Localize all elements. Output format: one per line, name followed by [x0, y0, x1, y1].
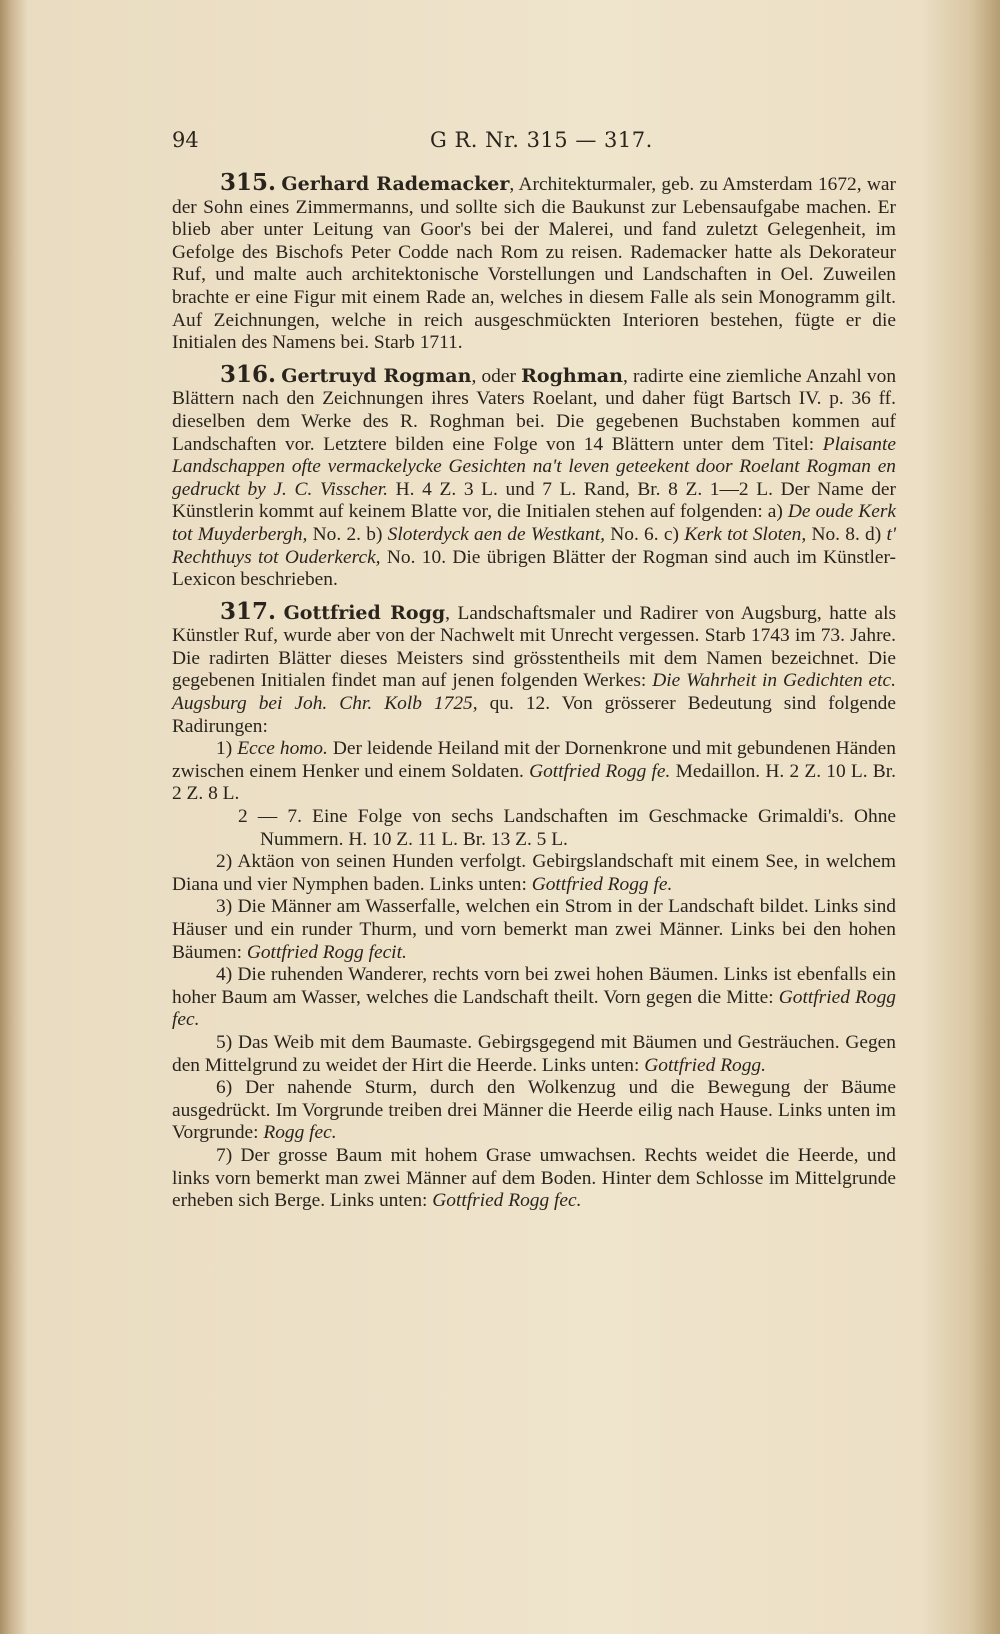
artist-name: Gertruyd Rogman [281, 364, 472, 387]
entry-text: No. 2. b) [307, 523, 388, 545]
entry-text: H. 4 Z. 3 L. und 7 L. Rand, Br. 8 Z. 1—2 L. Der Name der Künstlerin kommt auf keinem Blatte vor, die Initialen stehen auf folgenden: a) [172, 478, 896, 523]
entry-text: qu. 12. Von grösserer Bedeutung sind folgende Radirungen: [172, 693, 896, 737]
list-item: 1) Ecce homo. Der leidende Heiland mit der Dornenkrone und mit gebundenen Händen zwischen einem Henker und einem Soldaten. Gottfried Rogg fe. Medaillon. H. 2 Z. 10 L. Br. 2 Z. 8 L. [172, 738, 896, 805]
list-item: 5) Das Weib mit dem Baumaste. Gebirgsgegend mit Bäumen und Gesträuchen. Gegen den Mittelgrund zu weidet der Hirt die Heerde. Links unten: Gottfried Rogg. [172, 1031, 896, 1076]
series-title: Plaisante Landschappen ofte vermackelycke Gesichten na't leven geteekent door Roelant Rogman en gedruckt by J. C. Visscher. [172, 433, 896, 500]
list-item: 7) Der grosse Baum mit hohem Grase umwachsen. Rechts weidet die Heerde, und links vorn bemerkt man zwei Männer auf dem Boden. Hinter dem Schlosse im Mittelgrunde erheben sich Berge. Links unten: Gottfried Rogg fec. [172, 1144, 896, 1212]
plate-title: Kerk tot Sloten, [684, 523, 807, 545]
entry-text: No. 8. d) [806, 523, 887, 545]
entry-text: , radirte eine ziemliche Anzahl von Blättern nach den Zeichnungen ihres Vaters Roelant, und daher fügt Bartsch IV. p. 36 ff. dieselben dem Werke des R. Roghman bei. Die gegebenen Buchstaben kommen auf Landschaften vor. Letztere bilden eine Folge von 14 Blättern unter dem Titel: [172, 365, 897, 455]
entry-number: 317. [220, 597, 277, 625]
plate-title: Sloterdyck aen de Westkant, [387, 523, 605, 545]
entry-number: 316. [220, 360, 277, 388]
plate-title: t' Rechthuys tot Ouderkerck, [172, 523, 896, 568]
list-item: 2 — 7. Eine Folge von sechs Landschaften im Geschmacke Grimaldi's. Ohne Nummern. H. 10 Z. 11 L. Br. 13 Z. 5 L. [238, 806, 897, 850]
list-item: 6) Der nahende Sturm, durch den Wolkenzug und die Bewegung der Bäume ausgedrückt. Im Vorgrunde treiben drei Männer die Heerde eilig nach Hause. Links unten im Vorgrunde: Rogg fec. [172, 1077, 896, 1144]
entry-text: No. 6. c) [605, 523, 685, 545]
entry-317 [172, 597, 897, 1213]
list-item: 3) Die Männer am Wasserfalle, welchen ein Strom in der Landschaft bildet. Links sind Häuser und ein runder Thurm, und vorn bemerkt man zwei Männer. Links bei den hohen Bäumen: Gottfried Rogg fecit. [172, 896, 896, 963]
entry-text: , Architekturmaler, geb. zu Amsterdam 1672, war der Sohn eines Zimmermanns, und sollte sich die Baukunst zur Lebensaufgabe machen. Er blieb aber unter Leitung van Goor's bei der Malerei, und fand zuletzt Gelegenheit, im Gefolge des Bischofs Peter Codde nach Rom zu reisen. Rademacker hatte als Dekorateur Ruf, und malte auch architektonische Vorstellungen und Landschaften in Oel. Zuweilen brachte er eine Figur mit einem Rade an, welches in diesem Falle als sein Monogramm gilt. Auf Zeichnungen, welche in reich ausgeschmückten Interioren bestehen, fügte er die Initialen des Namens bei. Starb 1711. [172, 174, 896, 354]
page-header [172, 128, 902, 158]
entry-number: 315. [220, 169, 277, 196]
entry-315 [172, 169, 896, 355]
entry-316 [172, 360, 897, 592]
artist-name: Gerhard Rademacker [281, 173, 510, 195]
artist-name: Gottfried Rogg [283, 601, 446, 624]
running-title: G R. Nr. 315 — 317. [430, 128, 653, 152]
page-number: 94 [172, 128, 199, 152]
artist-name-alt: Roghman [521, 364, 623, 387]
work-title: Die Wahrheit in Gedichten etc. Augsburg bei Joh. Chr. Kolb 1725, [172, 670, 896, 715]
list-item: 4) Die ruhenden Wanderer, rechts vorn bei zwei hohen Bäumen. Links ist ebenfalls ein hoher Baum am Wasser, welches die Landschaft theilt. Vorn gegen die Mitte: Gottfried Rogg fec. [172, 964, 896, 1031]
name-connector: , oder [471, 365, 522, 387]
entry-text: , Landschaftsmaler und Radirer von Augsburg, hatte als Künstler Ruf, wurde aber von der Nachwelt mit Unrecht vergessen. Starb 1743 im 73. Jahre. Die radirten Blätter dieses Meisters sind grösstentheils mit dem Namen bezeichnet. Die gegebenen Initialen findet man auf jenen folgenden Werkes: [172, 602, 896, 692]
plate-title: De oude Kerk tot Muyderbergh, [172, 501, 896, 545]
list-item: 2) Aktäon von seinen Hunden verfolgt. Gebirgslandschaft mit einem See, in welchem Diana und vier Nymphen baden. Links unten: Gottfried Rogg fe. [172, 851, 896, 895]
entry-text: No. 10. Die übrigen Blätter der Rogman sind auch im Künstler-Lexicon beschrieben. [172, 546, 896, 591]
body-text [172, 169, 897, 1222]
